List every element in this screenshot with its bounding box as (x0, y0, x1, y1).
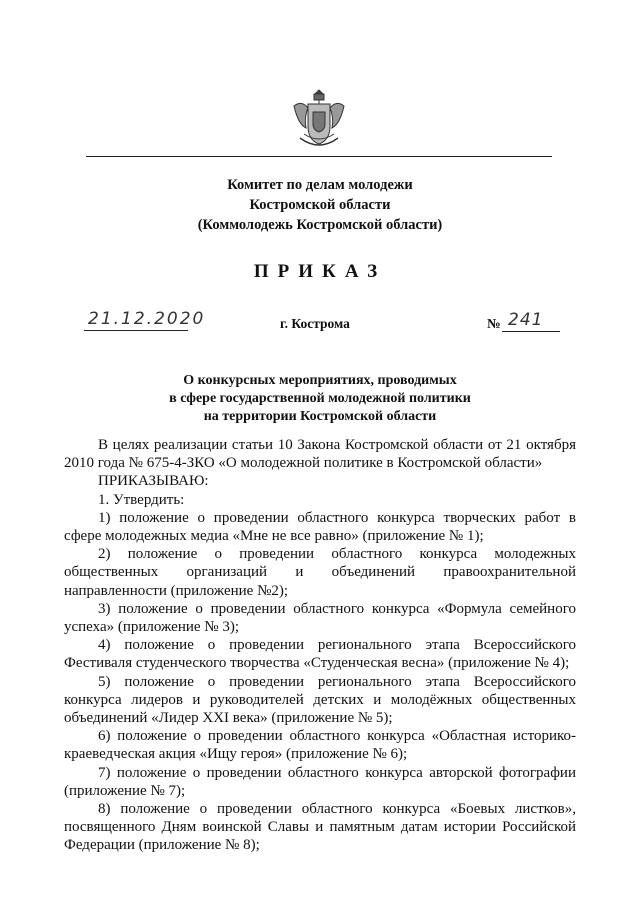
document-title: ПРИКАЗ (253, 261, 387, 282)
document-subject (0, 372, 640, 426)
list-item: 3) положение о проведении областного конкурса «Формула семейного успеха» (приложение № 3); (64, 600, 576, 636)
preamble-paragraph: В целях реализации статьи 10 Закона Костромской области от 21 октября 2010 года № 675-4-ЗКО «О молодежной политике в Костромской области» (64, 437, 576, 472)
list-item: 1) положение о проведении областного конкурса творческих работ в сфере молодежных медиа «Мне не все равно» (приложение № 1); (64, 509, 576, 545)
subject-line-3: на территории Костромской области (203, 409, 437, 424)
document-city: г. Кострома (280, 316, 350, 331)
subject-line-2: в сфере государственной молодежной политики (169, 391, 471, 406)
date-underline (84, 330, 188, 331)
document-body (64, 436, 576, 855)
header-rule (86, 156, 552, 157)
document-number-label: № (487, 316, 501, 331)
document-number: 241 (508, 310, 544, 330)
list-item: 8) положение о проведении областного конкурса «Боевых листков», посвященного Дням воинской Славы и памятным датам истории Российской Федерации (приложение № 8); (64, 801, 576, 854)
organization-name (0, 175, 640, 235)
org-line-3: (Коммолодежь Костромской области) (197, 217, 443, 233)
org-line-2: Костромской области (249, 197, 391, 213)
number-underline (502, 331, 560, 332)
list-item: 7) положение о проведении областного конкурса авторской фотографии (приложение № 7); (64, 764, 576, 799)
order-word: ПРИКАЗЫВАЮ: (98, 473, 209, 490)
list-item: 5) положение о проведении регионального этапа Всероссийского конкурса лидеров и руководителей детских и молодёжных общественных объединений «Лидер XXI века» (приложение № 5); (64, 673, 576, 727)
document-date: 21.12.2020 (88, 309, 206, 329)
list-item: 2) положение о проведении областного конкурса молодежных общественных организаций и объединений правоохранительной направленности (приложение №2); (64, 546, 576, 599)
coat-of-arms-icon (286, 84, 352, 154)
list-item: 4) положение о проведении регионального этапа Всероссийского Фестиваля студенческого творчества «Студенческая весна» (приложение № 4); (64, 637, 576, 672)
org-line-1: Комитет по делам молодежи (227, 177, 413, 193)
list-item: 6) положение о проведении областного конкурса «Областная историко-краеведческая акция «Ищу героя» (приложение № 6); (64, 728, 576, 763)
subject-line-1: О конкурсных мероприятиях, проводимых (183, 373, 457, 388)
clause-1: 1. Утвердить: (98, 491, 185, 508)
